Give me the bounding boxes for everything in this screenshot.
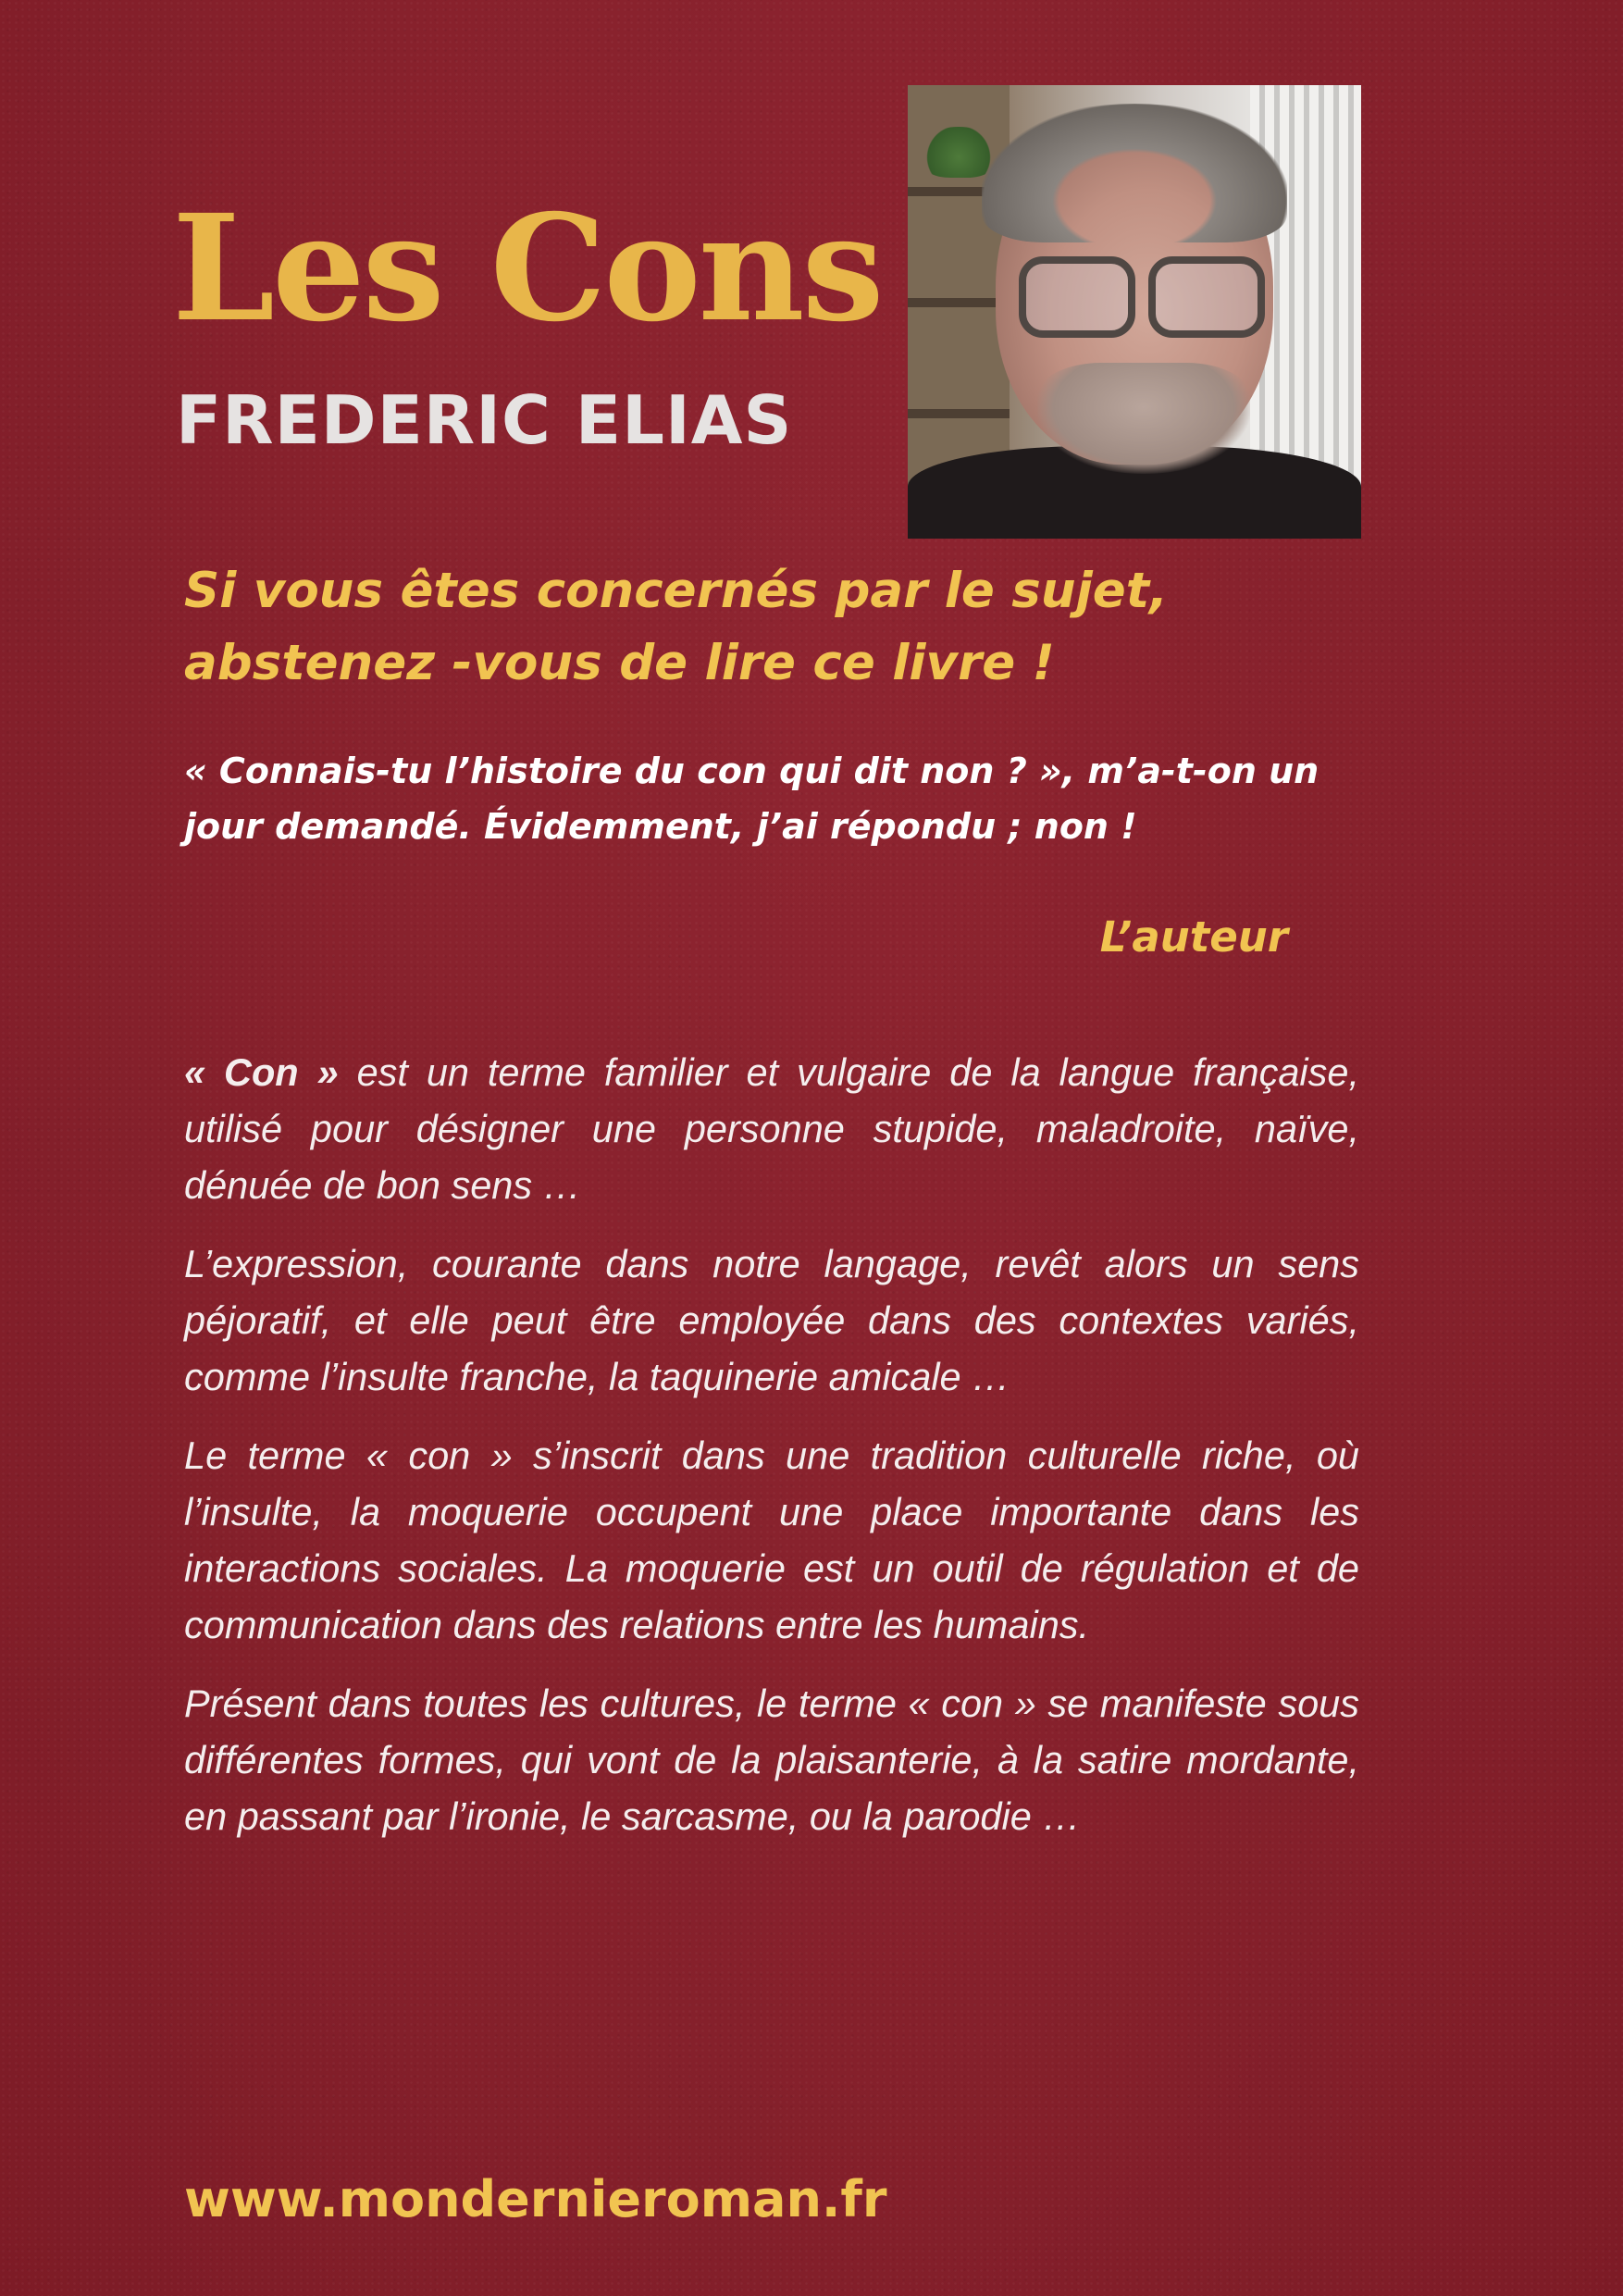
- blurb-paragraph-1: [184, 1044, 1359, 1213]
- author-photo: [908, 85, 1361, 539]
- blurb-paragraph-3: Le terme « con » s’inscrit dans une tradition culturelle riche, où l’insulte, la moquerie occupent une place importante dans les interactions sociales. La moquerie est un outil de régulation et de communication dans des relations entre les humains.: [184, 1433, 1359, 1646]
- tagline: Si vous êtes concernés par le sujet, abstenez -vous de lire ce livre !: [184, 563, 1169, 691]
- author-name: FREDERIC ELIAS: [176, 381, 793, 459]
- quote-signature: L’auteur: [1099, 912, 1288, 962]
- blurb-paragraph-2: L’expression, courante dans notre langage, revêt alors un sens péjoratif, et elle peut être employée dans des contextes variés, comme l’insulte franche, la taquinerie amicale …: [184, 1242, 1359, 1398]
- blurb-text: [184, 1044, 1359, 1867]
- blurb-paragraph-1-text: est un terme familier et vulgaire de la langue française, utilisé pour désigner une personne stupide, maladroite, naïve, dénuée de bon sens …: [184, 1050, 1360, 1207]
- blurb-lead-word: « Con »: [184, 1050, 339, 1094]
- author-quote: « Connais-tu l’histoire du con qui dit non ? », m’a-t-on un jour demandé. Évidemment, j’ai répondu ; non !: [184, 751, 1319, 847]
- blurb-paragraph-4: Présent dans toutes les cultures, le terme « con » se manifeste sous différentes formes, qui vont de la plaisanterie, à la satire mordante, en passant par l’ironie, le sarcasme, ou la parodie …: [184, 1682, 1359, 1838]
- book-title: Les Cons: [172, 183, 882, 354]
- website-url: www.mondernieroman.fr: [184, 2170, 887, 2228]
